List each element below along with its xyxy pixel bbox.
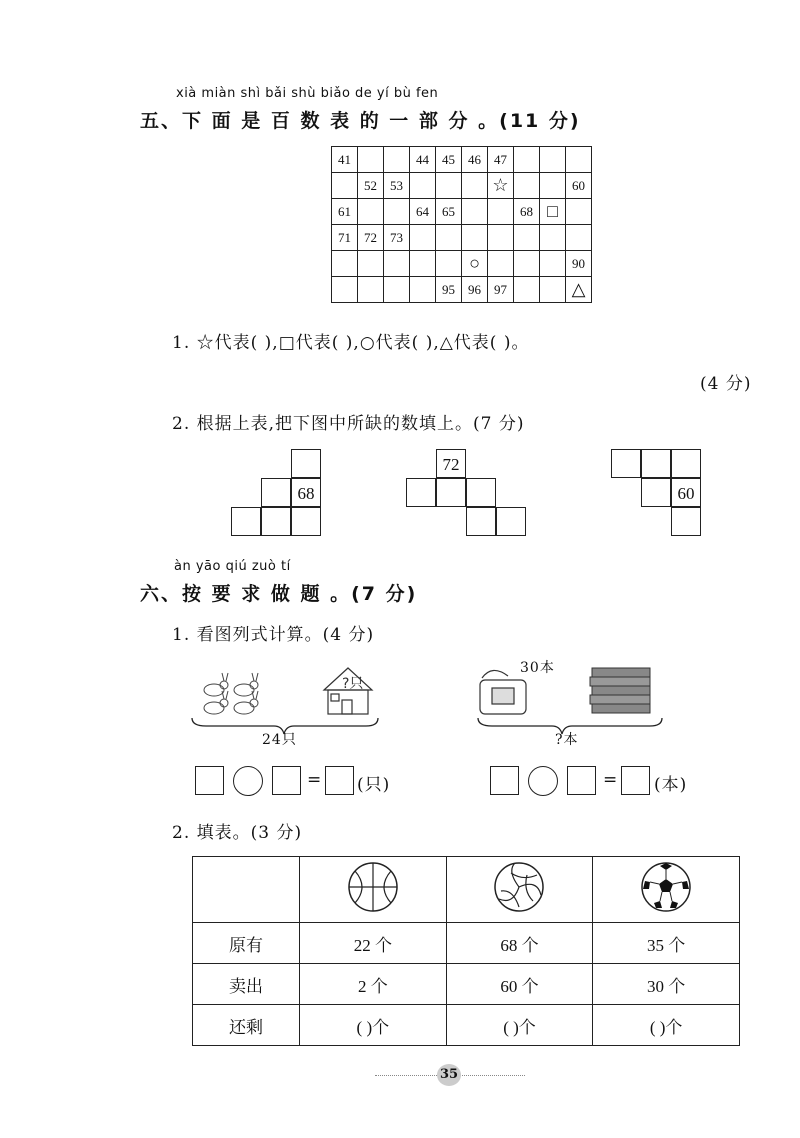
hundred-chart-cell: □ <box>540 199 566 225</box>
hundred-chart-cell <box>540 147 566 173</box>
hundred-chart-row <box>332 277 592 303</box>
operator-circle[interactable] <box>233 766 263 796</box>
hundred-chart-row <box>332 199 592 225</box>
hundred-chart-cell <box>358 277 384 303</box>
hundred-chart-cell <box>358 147 384 173</box>
hundred-chart-cell: 68 <box>514 199 540 225</box>
hundred-chart-cell <box>332 251 358 277</box>
hundred-chart-cell <box>566 147 592 173</box>
hundred-chart-cell <box>488 199 514 225</box>
operator-circle[interactable] <box>528 766 558 796</box>
fig3-cell[interactable] <box>671 449 701 478</box>
hundred-chart-cell <box>540 277 566 303</box>
answer-cell[interactable]: ( )个 <box>300 1005 447 1046</box>
section5-title: 五、下 面 是 百 数 表 的 一 部 分 。(11 分) <box>140 110 581 132</box>
hundred-chart-cell <box>514 225 540 251</box>
equals-sign: = <box>307 770 323 790</box>
hundred-chart-cell: 46 <box>462 147 488 173</box>
fig1-cell[interactable] <box>291 449 321 478</box>
volleyball-header <box>446 857 593 923</box>
section6-title: 六、按 要 求 做 题 。(7 分) <box>140 583 418 605</box>
hundred-chart-cell <box>410 251 436 277</box>
equals-sign: = <box>603 770 619 790</box>
hundred-chart-cell <box>462 199 488 225</box>
hundred-chart-cell <box>436 251 462 277</box>
hundred-chart-cell <box>566 225 592 251</box>
section6-question1: 1. 看图列式计算。(4 分) <box>172 625 375 645</box>
hundred-chart-cell: 45 <box>436 147 462 173</box>
hundred-chart-cell: 47 <box>488 147 514 173</box>
hundred-chart-row <box>332 251 592 277</box>
fig1-value-cell: 68 <box>291 478 321 507</box>
hundred-chart-cell <box>540 251 566 277</box>
fig3-cell[interactable] <box>641 449 671 478</box>
fig1-cell[interactable] <box>261 507 291 536</box>
table-cell: 68 个 <box>446 923 593 964</box>
hundred-chart-cell: 52 <box>358 173 384 199</box>
hundred-chart-cell <box>514 173 540 199</box>
rabbit-icon <box>204 673 258 714</box>
hundred-chart-cell <box>410 277 436 303</box>
hundred-chart-cell <box>514 277 540 303</box>
table-cell: 30 个 <box>593 964 740 1005</box>
right-total-label: ?本 <box>555 732 579 748</box>
fig2-cell[interactable] <box>436 478 466 507</box>
hundred-chart-row <box>332 173 592 199</box>
hundred-chart-cell <box>488 225 514 251</box>
hundred-chart-cell <box>540 173 566 199</box>
answer-box[interactable] <box>621 766 650 795</box>
table-row <box>193 1005 740 1046</box>
table-cell: 22 个 <box>300 923 447 964</box>
fig2-cell[interactable] <box>466 478 496 507</box>
ball-table <box>192 856 740 1046</box>
fig3-cell[interactable] <box>611 449 641 478</box>
hundred-chart-cell: 64 <box>410 199 436 225</box>
section5-question2: 2. 根据上表,把下图中所缺的数填上。(7 分) <box>172 414 525 434</box>
hundred-chart-cell: 90 <box>566 251 592 277</box>
hundred-chart-cell <box>358 251 384 277</box>
hundred-chart-cell: 73 <box>384 225 410 251</box>
hundred-chart-cell: △ <box>566 277 592 303</box>
table-cell: 60 个 <box>446 964 593 1005</box>
house-icon <box>324 668 372 714</box>
hundred-chart-cell <box>410 225 436 251</box>
row-label: 卖出 <box>193 964 300 1005</box>
answer-cell[interactable]: ( )个 <box>446 1005 593 1046</box>
section6-pinyin: àn yāo qiú zuò tí <box>174 559 291 574</box>
hundred-chart-cell <box>410 173 436 199</box>
fig3-cell[interactable] <box>671 507 701 536</box>
hundred-chart-cell <box>436 225 462 251</box>
hundred-chart-cell: 65 <box>436 199 462 225</box>
left-unit: (只) <box>357 775 391 795</box>
fig2-cell[interactable] <box>466 507 496 536</box>
fig1-cell[interactable] <box>291 507 321 536</box>
hundred-chart-cell: 53 <box>384 173 410 199</box>
basketball-icon <box>347 861 399 913</box>
table-cell: 35 个 <box>593 923 740 964</box>
hundred-chart-cell: 97 <box>488 277 514 303</box>
hundred-chart-cell: 60 <box>566 173 592 199</box>
hundred-chart-cell <box>488 251 514 277</box>
left-total-label: 24只 <box>262 732 297 748</box>
answer-box[interactable] <box>272 766 301 795</box>
hundred-chart-cell: 72 <box>358 225 384 251</box>
answer-box[interactable] <box>490 766 519 795</box>
answer-cell[interactable]: ( )个 <box>593 1005 740 1046</box>
fig2-cell[interactable] <box>496 507 526 536</box>
book-stack-icon <box>590 668 650 713</box>
hundred-chart-cell: ☆ <box>488 173 514 199</box>
answer-box[interactable] <box>325 766 354 795</box>
page-number: 35 <box>437 1064 461 1086</box>
hundred-chart-cell: 96 <box>462 277 488 303</box>
hundred-chart-cell <box>384 251 410 277</box>
table-cell: 2 个 <box>300 964 447 1005</box>
hundred-chart-cell: 44 <box>410 147 436 173</box>
row-label: 原有 <box>193 923 300 964</box>
header-empty-cell <box>193 857 300 923</box>
hundred-chart-row <box>332 147 592 173</box>
hundred-chart-cell <box>436 173 462 199</box>
right-unit: (本) <box>654 775 688 795</box>
soccer-header <box>593 857 740 923</box>
hundred-chart-row <box>332 225 592 251</box>
fig3-cell[interactable] <box>641 478 671 507</box>
section5-pinyin: xià miàn shì bǎi shù biǎo de yí bù fen <box>176 86 439 101</box>
books-count-label: 30本 <box>520 660 555 676</box>
hundred-chart-cell <box>384 199 410 225</box>
svg-text:?只: ?只 <box>342 676 364 692</box>
volleyball-icon <box>493 861 545 913</box>
table-row <box>193 923 740 964</box>
hundred-chart-cell <box>540 225 566 251</box>
fig3-value-cell: 60 <box>671 478 701 507</box>
answer-box[interactable] <box>195 766 224 795</box>
hundred-chart-cell <box>384 147 410 173</box>
hundred-chart-cell <box>514 251 540 277</box>
fig1-cell[interactable] <box>261 478 291 507</box>
answer-box[interactable] <box>567 766 596 795</box>
fig1-cell[interactable] <box>231 507 261 536</box>
hundred-chart-cell <box>462 173 488 199</box>
hundred-chart-cell: 41 <box>332 147 358 173</box>
hundred-chart-cell: 71 <box>332 225 358 251</box>
hundred-chart-cell <box>358 199 384 225</box>
hundred-chart-cell <box>332 173 358 199</box>
section5-question1-score: (4 分) <box>700 374 752 394</box>
hundred-chart-cell: ○ <box>462 251 488 277</box>
hundred-chart-cell <box>384 277 410 303</box>
section5-question1: 1. ☆代表( ),□代表( ),○代表( ),△代表( )。 <box>172 333 530 353</box>
fig2-cell[interactable] <box>406 478 436 507</box>
hundred-chart <box>331 146 592 303</box>
hundred-chart-cell: 95 <box>436 277 462 303</box>
basketball-header <box>300 857 447 923</box>
fig2-value-cell: 72 <box>436 449 466 478</box>
hundred-chart-cell <box>566 199 592 225</box>
hundred-chart-cell <box>332 277 358 303</box>
hundred-chart-cell: 61 <box>332 199 358 225</box>
soccer-ball-icon <box>640 861 692 913</box>
table-row <box>193 964 740 1005</box>
section6-question2: 2. 填表。(3 分) <box>172 823 303 843</box>
hundred-chart-cell <box>462 225 488 251</box>
hundred-chart-cell <box>514 147 540 173</box>
row-label: 还剩 <box>193 1005 300 1046</box>
